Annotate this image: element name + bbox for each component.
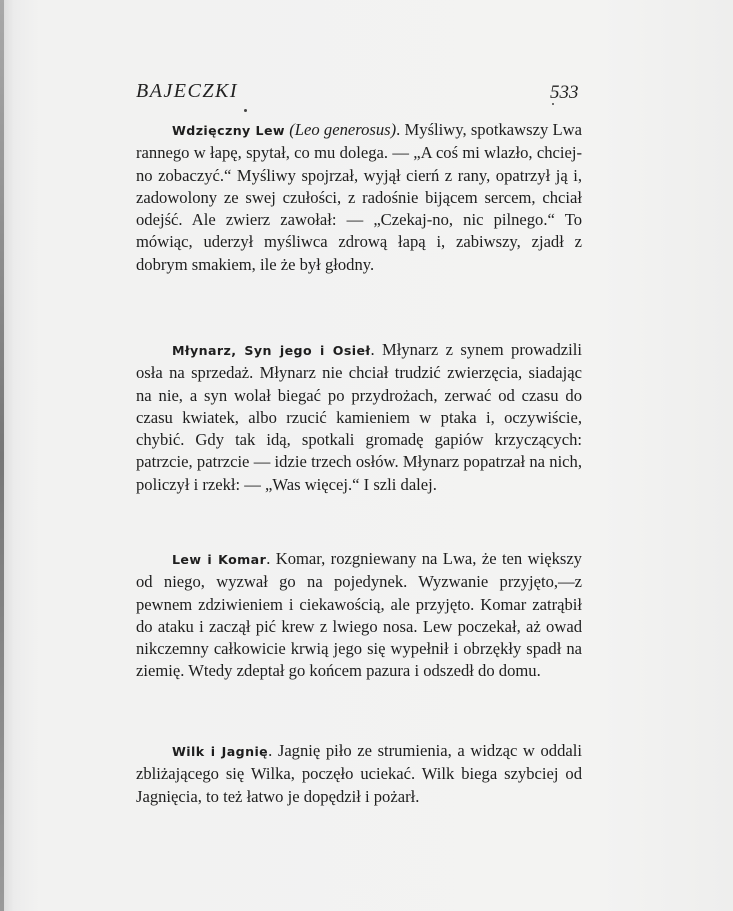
fable-lew-i-komar: [136, 548, 582, 683]
fable-body: Komar, rozgniewany na Lwa, że ten większy od niego, wyzwał go na pojedynek. Wyzwanie przyjęto,—z pewnem zdziwieniem i ciekawością, ale przyjęto. Komar zatrąbił do ataku i zaczął pić krew z lwiego nosa. Lew poczekał, aż owad nikczemny całkowicie krwią jego się wypełnił i obrzękły spadł na ziemię. Wtedy zdeptał go końcem pazura i odszedł do domu.: [136, 549, 582, 681]
fable-paragraph: [136, 548, 582, 683]
fable-title: Młynarz, Syn jego i Osieł: [172, 343, 371, 358]
fable-body: Myśliwy, spotkawszy Lwa rannego w łapę, spytał, co mu dolega. — „A coś mi wlazło, chciej-no zobaczyć.“ Myśliwy spojrzał, wyjął cierń z rany, opatrzył ją i, zadowolony ze swej czułości, z radośnie bijącem sercem, chciał odejść. Ale zwierz zawołał: — „Czekaj-no, nic pilnego.“ To mówiąc, uderzył myśliwca zdrową łapą i, zabiwszy, zjadł z dobrym smakiem, ile że był głodny.: [136, 120, 583, 274]
fable-title: Wilk i Jagnię: [172, 744, 269, 759]
page-number: 533: [550, 82, 579, 103]
title-period: .: [370, 340, 375, 359]
fable-paragraph: [136, 740, 582, 808]
fable-mlynarz-syn-osiel: [136, 339, 582, 496]
fable-title: Wdzięczny Lew: [172, 123, 285, 138]
print-speck: [552, 103, 554, 105]
fable-latin-name: (Leo generosus): [289, 120, 397, 139]
print-speck: [244, 109, 247, 112]
fable-paragraph: [136, 339, 582, 496]
page-gutter-edge: [0, 0, 4, 911]
title-period: .: [268, 741, 273, 760]
title-period: .: [266, 549, 271, 568]
fable-body: Młynarz z synem prowadzili osła na sprzedaż. Młynarz nie chciał trudzić zwierzęcia, siadając na nie, a syn wolał biegać po przydrożach, zerwać od czasu do czasu kwiatek, albo rzucić kamieniem w ptaka i, oczywiście, chybić. Gdy tak idą, spotkali gromadę gapiów krzyczących: patrzcie, patrzcie — idzie trzech osłów. Młynarz popatrzał na nich, policzył i rzekł: — „Was więcej.“ I szli dalej.: [136, 340, 582, 494]
fable-body: Jagnię piło ze strumienia, a widząc w oddali zbliżającego się Wilka, poczęło uciekać. Wilk biega szybciej od Jagnięcia, to też łatwo je dopędził i pożarł.: [136, 741, 582, 806]
fable-title: Lew i Komar: [172, 552, 267, 567]
title-period: .: [396, 120, 401, 139]
fable-paragraph: [136, 119, 582, 276]
fable-wilk-i-jagnie: [136, 740, 582, 808]
running-title: BAJECZKI: [136, 80, 238, 102]
fable-wdzieczny-lew: [136, 119, 582, 276]
